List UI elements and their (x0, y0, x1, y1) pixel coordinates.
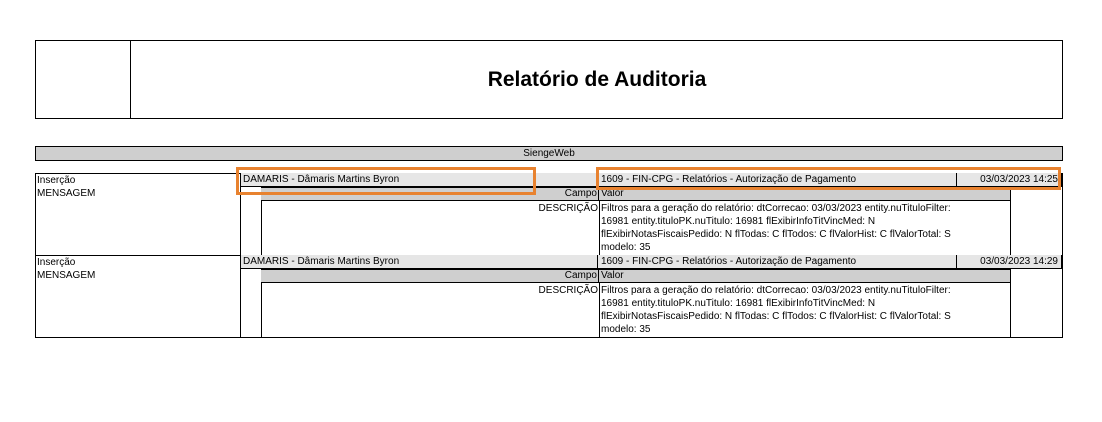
detail-right-line (1010, 187, 1011, 255)
field-name: DESCRIÇÃO (538, 285, 598, 296)
value-line: 16981 entity.tituloPK.nuTitulo: 16981 flExibirInfoTitVincMed: N (601, 298, 876, 309)
user-highlight-box (236, 167, 536, 195)
operation-label: Inserção (37, 257, 76, 268)
module-cell: 1609 - FIN-CPG - Relatórios - Autorização de Pagamento (598, 255, 957, 269)
detail-left-line (240, 269, 241, 338)
logo-cell (35, 40, 131, 119)
module-cell: 1609 - FIN-CPG - Relatórios - Autorização de Pagamento (598, 173, 957, 187)
table-bottom-border (35, 337, 1063, 338)
value-line: flExibirNotasFiscaisPedido: N flTodas: C flTodos: C flValorHist: C flValorTotal: S (601, 311, 951, 322)
field-name: DESCRIÇÃO (538, 203, 598, 214)
value-line: 16981 entity.tituloPK.nuTitulo: 16981 flExibirInfoTitVincMed: N (601, 216, 876, 227)
detail-right-line (1010, 269, 1011, 338)
value-line: flExibirNotasFiscaisPedido: N flTodas: C flTodos: C flValorHist: C flValorTotal: S (601, 229, 951, 240)
field-header: Campo (261, 187, 599, 201)
page-title: Relatório de Auditoria (487, 67, 707, 91)
detail-left-line (240, 187, 241, 255)
value-line: Filtros para a geração do relatório: dtCorrecao: 03/03/2023 entity.nuTituloFilter: (601, 203, 951, 214)
user-cell: DAMARIS - Dâmaris Martins Byron (240, 173, 598, 187)
value-line: Filtros para a geração do relatório: dtCorrecao: 03/03/2023 entity.nuTituloFilter: (601, 285, 951, 296)
user-cell: DAMARIS - Dâmaris Martins Byron (240, 255, 598, 269)
category-label: MENSAGEM (37, 188, 96, 199)
field-value-divider (599, 201, 600, 255)
category-label: MENSAGEM (37, 270, 96, 281)
value-line: modelo: 35 (601, 242, 651, 253)
datetime-cell: 03/03/2023 14:29 (957, 255, 1062, 269)
source-bar: SiengeWeb (35, 146, 1063, 161)
value-header: Valor (599, 187, 1010, 201)
operation-label: Inserção (37, 175, 76, 186)
datetime-cell: 03/03/2023 14:25 (957, 173, 1062, 187)
field-header: Campo (261, 269, 599, 283)
value-line: modelo: 35 (601, 324, 651, 335)
value-header: Valor (599, 269, 1010, 283)
module-highlight-box (596, 167, 1061, 190)
field-value-divider (599, 283, 600, 338)
